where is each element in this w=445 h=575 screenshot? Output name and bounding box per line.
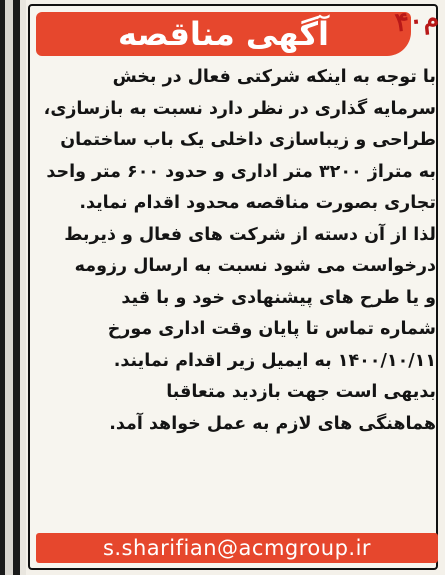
body-line: سرمایه گذاری در نظر دارد نسبت به بازسازی، <box>43 98 436 119</box>
body-line: هماهنگی های لازم به عمل خواهد آمد. <box>109 413 436 434</box>
body-line: لذا از آن دسته از شرکت های فعال و ذیربط <box>64 224 436 245</box>
decorative-stripe <box>13 0 20 575</box>
body-line: و یا طرح های پیشنهادی خود و با قید <box>121 287 436 308</box>
notice-body <box>36 62 436 440</box>
handwritten-mark: ۴۰م <box>393 3 441 39</box>
notice-title: آگهی مناقصه <box>118 15 329 53</box>
body-line: به متراژ ۳۲۰۰ متر اداری و حدود ۶۰۰ متر واحد <box>46 161 436 182</box>
contact-email[interactable]: s.sharifian@acmgroup.ir <box>102 536 372 560</box>
body-line: درخواست می شود نسبت به ارسال رزومه <box>74 256 436 276</box>
body-line: طراحی و زیباسازی داخلی یک باب ساختمان <box>60 130 436 150</box>
email-bar <box>36 533 438 563</box>
decorative-stripe <box>5 0 13 575</box>
title-banner <box>36 12 411 56</box>
body-line: با توجه به اینکه شرکتی فعال در بخش <box>112 67 436 87</box>
body-line: ۱۴۰۰/۱۰/۱۱ به ایمیل زیر اقدام نمایند. <box>113 350 436 371</box>
body-line: بدیهی است جهت بازدید متعاقبا <box>166 382 436 402</box>
body-line: شماره تماس تا پایان وقت اداری مورخ <box>107 319 436 339</box>
body-line: تجاری بصورت مناقصه محدود اقدام نماید. <box>79 193 436 213</box>
decorative-stripe <box>20 0 26 575</box>
